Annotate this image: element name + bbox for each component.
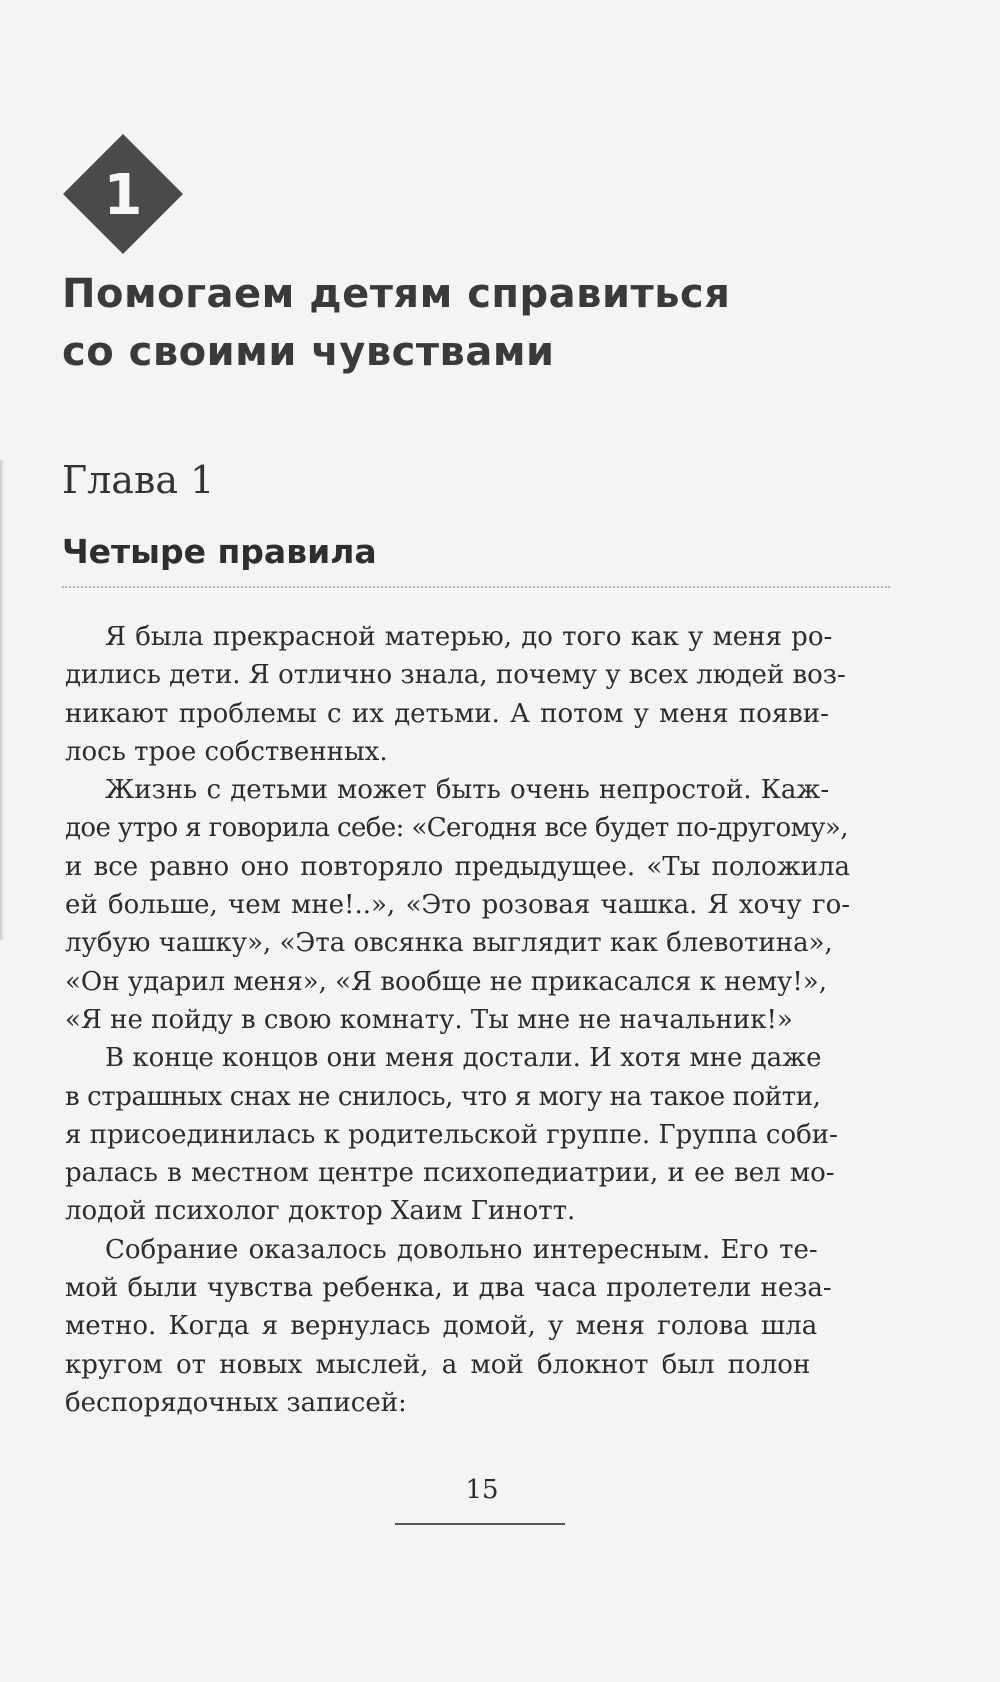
text-line: метно. Когда я вернулась домой, у меня голова шла bbox=[65, 1311, 818, 1342]
text-line: «Он ударил меня», «Я вообще не прикасался к нему!», bbox=[65, 966, 827, 997]
text-line: дое утро я говорила себе: «Сегодня все будет по-другому», bbox=[65, 813, 848, 844]
paragraph-3 bbox=[65, 1039, 895, 1230]
part-number: 1 bbox=[103, 163, 143, 228]
page-edge-shadow bbox=[0, 460, 4, 940]
paragraph-2 bbox=[65, 771, 895, 1039]
text-line: и все равно оно повторяло предыдущее. «Ты положила bbox=[65, 851, 850, 882]
paragraph-4 bbox=[65, 1231, 895, 1422]
text-line: ей больше, чем мне!..», «Это розовая чашка. Я хочу го- bbox=[65, 890, 851, 921]
text-line: мой были чувства ребенка, и два часа пролетели неза- bbox=[65, 1273, 832, 1304]
part-title bbox=[62, 265, 922, 381]
body-text bbox=[65, 618, 895, 1422]
part-title-line-2: со своими чувствами bbox=[62, 329, 555, 375]
text-line: «Я не пойду в свою комнату. Ты мне не начальник!» bbox=[65, 1004, 793, 1035]
text-line: ралась в местном центре психопедиатрии, и ее вел мо- bbox=[65, 1158, 835, 1189]
part-number-badge bbox=[61, 132, 185, 256]
text-line: лубую чашку», «Эта овсянка выглядит как блевотина», bbox=[65, 928, 833, 959]
text-line: беспорядочных записей: bbox=[65, 1387, 407, 1418]
text-line: никают проблемы с их детьми. А потом у меня появи- bbox=[65, 698, 829, 729]
text-line: лось трое собственных. bbox=[65, 736, 388, 767]
text-line: Жизнь с детьми может быть очень непростой. Каж- bbox=[105, 775, 830, 806]
text-line: лодой психолог доктор Хаим Гинотт. bbox=[65, 1196, 576, 1227]
paragraph-1 bbox=[65, 618, 895, 771]
chapter-label: Глава 1 bbox=[62, 458, 215, 502]
diamond-icon bbox=[61, 132, 185, 256]
text-line: в страшных снах не снилось, что я могу на такое пойти, bbox=[65, 1081, 821, 1112]
text-line: Я была прекрасной матерью, до того как у меня ро- bbox=[105, 622, 833, 652]
text-line: я присоединилась к родительской группе. Группа соби- bbox=[65, 1119, 838, 1150]
text-line: кругом от новых мыслей, а мой блокнот был полон bbox=[65, 1349, 811, 1380]
part-title-line-1: Помогаем детям справиться bbox=[62, 271, 731, 317]
text-line: В конце концов они меня достали. И хотя мне даже bbox=[105, 1043, 822, 1074]
page-number: 15 bbox=[465, 1475, 499, 1505]
chapter-title: Четыре правила bbox=[62, 532, 377, 571]
text-line: дились дети. Я отлично знала, почему у всех людей воз- bbox=[65, 660, 846, 691]
text-line: Собрание оказалось довольно интересным. Его те- bbox=[105, 1234, 818, 1265]
chapter-title-divider bbox=[62, 586, 890, 588]
page-number-rule bbox=[395, 1523, 565, 1525]
